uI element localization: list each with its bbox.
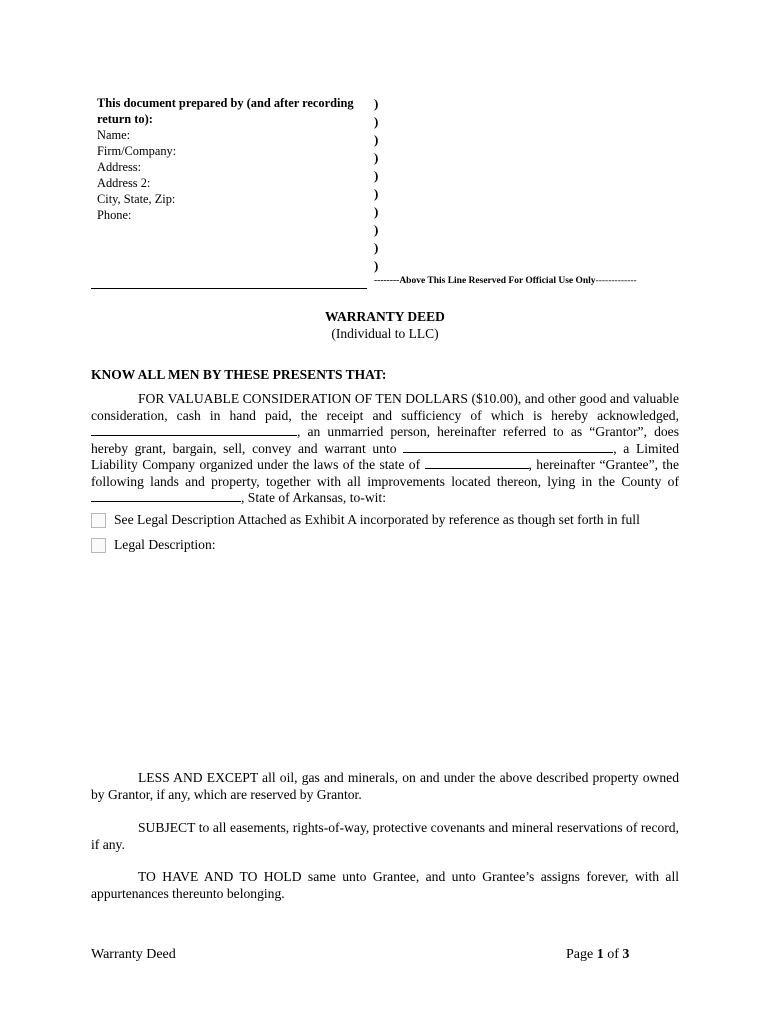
deed-title: WARRANTY DEED	[325, 309, 445, 324]
consideration-text-4: a Limited Liability Company organized under the laws of the state of	[91, 440, 679, 472]
legal-description-checkbox[interactable]	[91, 538, 106, 553]
bracket-mark: )	[374, 240, 379, 255]
know-all-heading: KNOW ALL MEN BY THESE PRESENTS THAT:	[91, 367, 387, 382]
consideration-text-6: , State of Arkansas, to-wit:	[241, 490, 386, 505]
bracket-mark: )	[374, 168, 379, 183]
field-address-label: Address:	[97, 160, 142, 174]
bracket-mark: )	[374, 96, 379, 111]
county-blank[interactable]	[91, 490, 241, 502]
bracket-column	[374, 95, 378, 275]
footer-page-total: 3	[622, 947, 630, 962]
preparer-block	[97, 95, 372, 223]
footer-page-of: of	[607, 947, 619, 962]
option-exhibit-row	[91, 512, 640, 528]
bracket-mark: )	[374, 114, 379, 129]
consideration-paragraph	[91, 391, 679, 507]
preparer-heading-line1: This document prepared by (and after recording	[97, 96, 354, 110]
field-city-state-zip-label: City, State, Zip:	[97, 192, 176, 206]
official-use-dashes-left: --------	[374, 276, 400, 286]
official-use-label: Above This Line Reserved For Official Use Only	[399, 276, 596, 286]
recording-line	[91, 288, 367, 289]
state-blank[interactable]	[425, 457, 529, 469]
less-except-paragraph: LESS AND EXCEPT all oil, gas and minerals, on and under the above described property owned by Grantor, if any, which are reserved by Grantor.	[91, 770, 679, 802]
deed-subtitle: (Individual to LLC)	[331, 326, 439, 341]
field-name-label: Name:	[97, 128, 131, 142]
habendum-paragraph: TO HAVE AND TO HOLD same unto Grantee, and unto Grantee’s assigns forever, with all appurtenances thereunto belonging.	[91, 869, 679, 901]
bracket-mark: )	[374, 258, 379, 273]
consideration-text-3: ,	[613, 440, 617, 456]
field-address2-label: Address 2:	[97, 176, 151, 190]
option-legal-row	[91, 537, 216, 553]
footer-page-word: Page	[566, 947, 594, 962]
field-firm-label: Firm/Company:	[97, 144, 177, 158]
official-use-note	[374, 276, 637, 286]
preparer-heading-line2: return to):	[97, 112, 153, 126]
option-exhibit-label: See Legal Description Attached as Exhibit A incorporated by reference as though set forth in full	[114, 512, 640, 527]
bracket-mark: )	[374, 150, 379, 165]
footer-doc-name: Warranty Deed	[91, 947, 176, 962]
grantee-name-blank[interactable]	[403, 441, 613, 453]
bracket-mark: )	[374, 222, 379, 237]
consideration-text-2: , an unmarried person, hereinafter referred to as “Grantor”, does hereby grant, bargain, sell, convey and warrant unto	[91, 424, 679, 456]
consideration-text-5: , hereinafter “Grantee”, the following lands and property, together with all improvements located thereon, lying in the County of	[91, 457, 679, 489]
bracket-mark: )	[374, 204, 379, 219]
footer-page-current: 1	[596, 947, 604, 962]
consideration-text-1: FOR VALUABLE CONSIDERATION OF TEN DOLLARS ($10.00), and other good and valuable consideration, cash in hand paid, the receipt and sufficiency of which is hereby acknowledged,	[91, 391, 679, 423]
bracket-mark: )	[374, 186, 379, 201]
field-phone-label: Phone:	[97, 208, 132, 222]
footer-page-number	[566, 947, 629, 963]
exhibit-checkbox[interactable]	[91, 513, 106, 528]
option-legal-label: Legal Description:	[114, 537, 216, 552]
subject-to-paragraph: SUBJECT to all easements, rights-of-way, protective covenants and mineral reservations of record, if any.	[91, 820, 679, 852]
official-use-dashes-right: -------------	[595, 276, 637, 286]
grantor-name-blank[interactable]	[91, 424, 297, 436]
bracket-mark: )	[374, 132, 379, 147]
